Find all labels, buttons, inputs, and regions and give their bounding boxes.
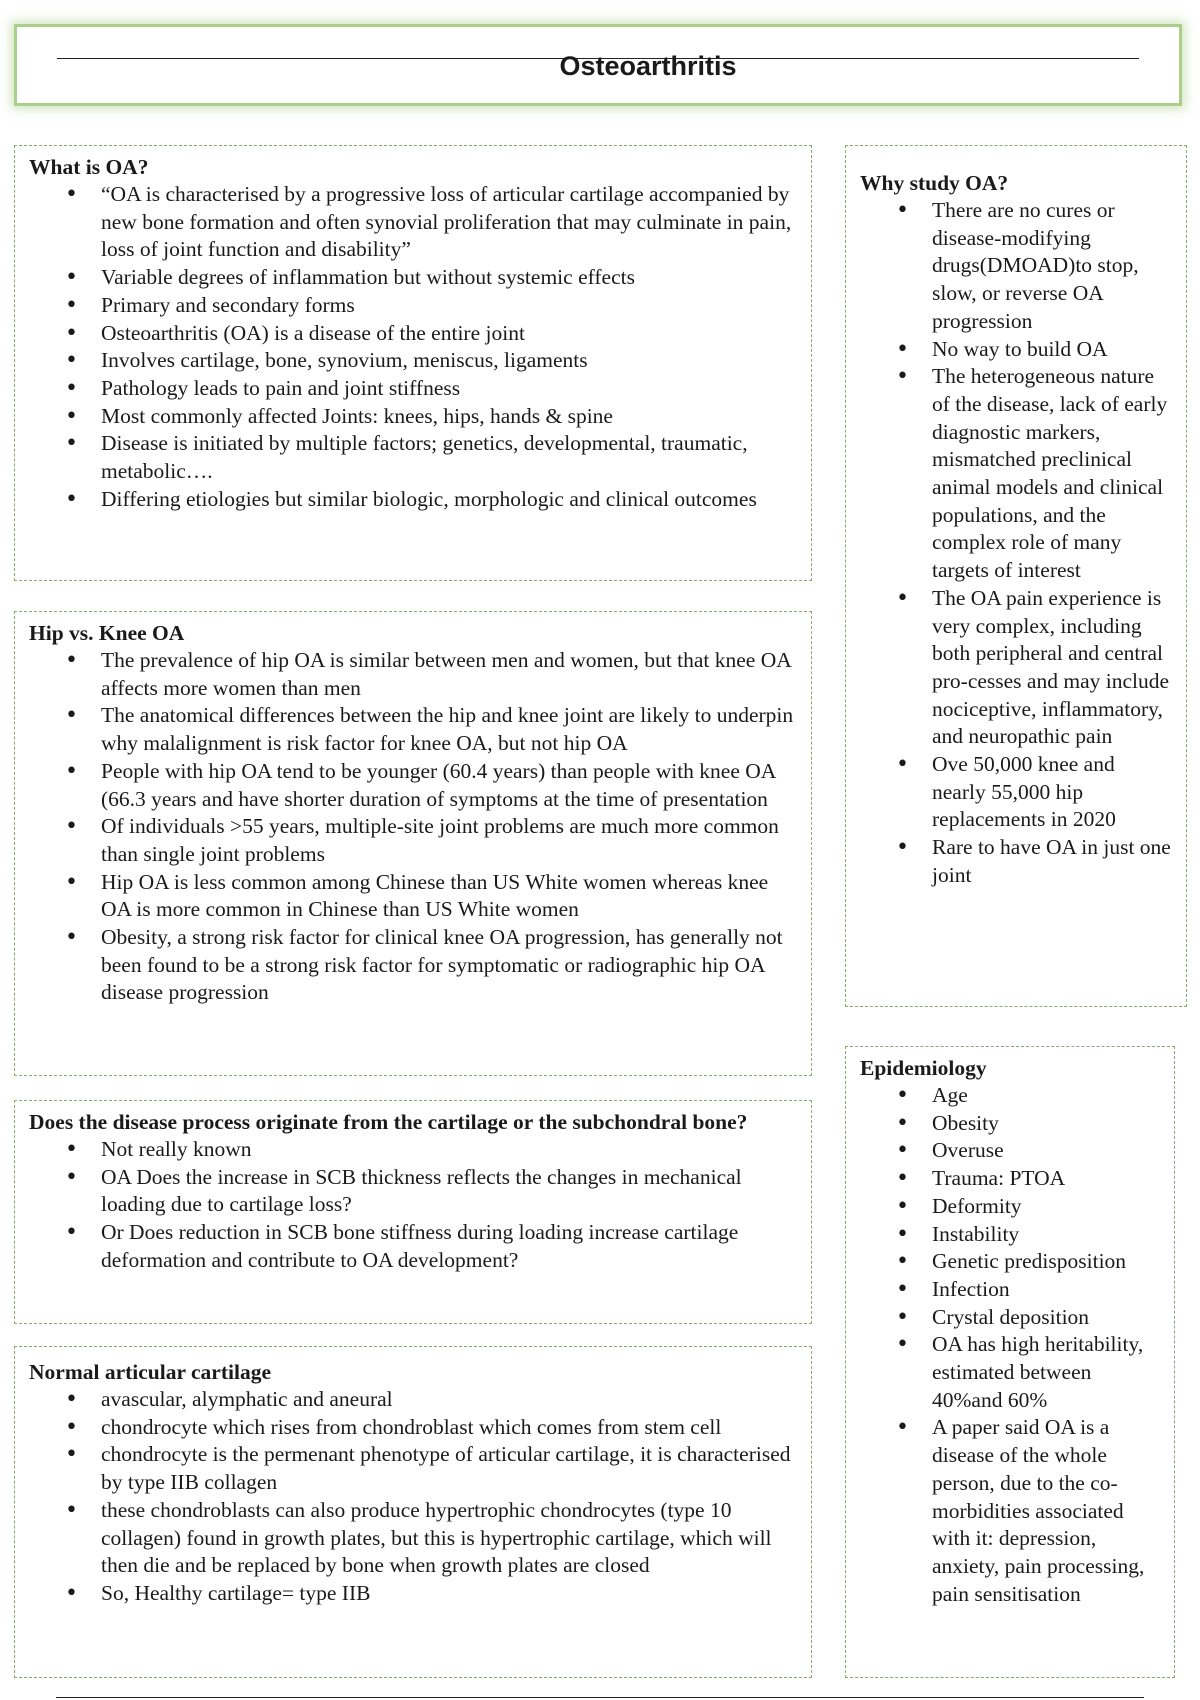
list-item: • There are no cures or disease-modifying drugs(DMOAD)to stop, slow, or reverse OA progression xyxy=(932,197,1172,336)
section-epidemiology xyxy=(845,1046,1175,1678)
bullet-list xyxy=(860,197,1172,890)
list-item: • Crystal deposition xyxy=(932,1304,1160,1332)
list-item: • The anatomical differences between the hip and knee joint are likely to underpin why malalignment is risk factor for knee OA, but not hip OA xyxy=(101,702,797,757)
title-box xyxy=(14,24,1182,106)
list-item: • Instability xyxy=(932,1221,1160,1249)
section-normal-cartilage xyxy=(14,1346,812,1678)
list-item: • Pathology leads to pain and joint stiffness xyxy=(101,375,797,403)
list-item: • Not really known xyxy=(101,1136,797,1164)
list-item: • Disease is initiated by multiple factors; genetics, developmental, traumatic, metabolic…. xyxy=(101,430,797,485)
list-item: • Rare to have OA in just one joint xyxy=(932,834,1172,889)
section-heading: Does the disease process originate from the cartilage or the subchondral bone? xyxy=(29,1110,748,1134)
document-title: Osteoarthritis xyxy=(559,51,737,81)
section-hip-vs-knee xyxy=(14,611,812,1076)
list-item: • The prevalence of hip OA is similar between men and women, but that knee OA affects more women than men xyxy=(101,647,797,702)
list-item: • Trauma: PTOA xyxy=(932,1165,1160,1193)
list-item: • these chondroblasts can also produce hypertrophic chondrocytes (type 10 collagen) found in growth plates, but this is hypertrophic cartilage, which will then die and be replaced by bone when growth plates are closed xyxy=(101,1497,797,1580)
section-what-is-oa xyxy=(14,145,812,581)
section-heading: Epidemiology xyxy=(860,1056,987,1080)
list-item: • Involves cartilage, bone, synovium, meniscus, ligaments xyxy=(101,347,797,375)
list-item: • Genetic predisposition xyxy=(932,1248,1160,1276)
section-heading: What is OA? xyxy=(29,155,149,179)
list-item: • Hip OA is less common among Chinese than US White women whereas knee OA is more common in Chinese than US White women xyxy=(101,869,797,924)
list-item: • avascular, alymphatic and aneural xyxy=(101,1386,797,1414)
list-item: • Or Does reduction in SCB bone stiffness during loading increase cartilage deformation and contribute to OA development? xyxy=(101,1219,797,1274)
list-item: • Of individuals >55 years, multiple-site joint problems are much more common than single joint problems xyxy=(101,813,797,868)
list-item: • The OA pain experience is very complex, including both peripheral and central pro-cesses and may include nociceptive, inflammatory, and neuropathic pain xyxy=(932,585,1172,751)
bullet-list xyxy=(29,1136,797,1275)
list-item: • Most commonly affected Joints: knees, hips, hands & spine xyxy=(101,403,797,431)
bullet-list xyxy=(29,181,797,513)
list-item: • “OA is characterised by a progressive loss of articular cartilage accompanied by new bone formation and often synovial proliferation that may culminate in pain, loss of joint function and disability” xyxy=(101,181,797,264)
list-item: • Variable degrees of inflammation but without systemic effects xyxy=(101,264,797,292)
footer-rule xyxy=(56,1697,1144,1698)
list-item: • Differing etiologies but similar biologic, morphologic and clinical outcomes xyxy=(101,486,797,514)
list-item: • OA Does the increase in SCB thickness reflects the changes in mechanical loading due to cartilage loss? xyxy=(101,1164,797,1219)
list-item: • No way to build OA xyxy=(932,336,1172,364)
list-item: • Deformity xyxy=(932,1193,1160,1221)
list-item: • People with hip OA tend to be younger (60.4 years) than people with knee OA (66.3 years and have shorter duration of symptoms at the time of presentation xyxy=(101,758,797,813)
list-item: • Infection xyxy=(932,1276,1160,1304)
bullet-list xyxy=(29,1386,797,1608)
section-why-study-oa xyxy=(845,145,1187,1007)
list-item: • A paper said OA is a disease of the whole person, due to the co-morbidities associated with it: depression, anxiety, pain processing, pain sensitisation xyxy=(932,1414,1160,1608)
list-item: • Obesity xyxy=(932,1110,1160,1138)
list-item: • Primary and secondary forms xyxy=(101,292,797,320)
bullet-list xyxy=(29,647,797,1007)
list-item: • Obesity, a strong risk factor for clinical knee OA progression, has generally not been found to be a strong risk factor for symptomatic or radiographic hip OA disease progression xyxy=(101,924,797,1007)
list-item: • chondrocyte which rises from chondroblast which comes from stem cell xyxy=(101,1414,797,1442)
list-item: • Age xyxy=(932,1082,1160,1110)
list-item: • Ove 50,000 knee and nearly 55,000 hip replacements in 2020 xyxy=(932,751,1172,834)
section-heading: Why study OA? xyxy=(860,171,1009,195)
bullet-list xyxy=(860,1082,1160,1608)
section-heading: Normal articular cartilage xyxy=(29,1360,271,1384)
list-item: • Osteoarthritis (OA) is a disease of the entire joint xyxy=(101,320,797,348)
section-heading: Hip vs. Knee OA xyxy=(29,621,185,645)
list-item: • The heterogeneous nature of the disease, lack of early diagnostic markers, mismatched preclinical animal models and clinical populations, and the complex role of many targets of interest xyxy=(932,363,1172,585)
section-disease-origin xyxy=(14,1100,812,1324)
list-item: • So, Healthy cartilage= type IIB xyxy=(101,1580,797,1608)
list-item: • Overuse xyxy=(932,1137,1160,1165)
list-item: • chondrocyte is the permenant phenotype of articular cartilage, it is characterised by type IIB collagen xyxy=(101,1441,797,1496)
list-item: • OA has high heritability, estimated between 40%and 60% xyxy=(932,1331,1160,1414)
